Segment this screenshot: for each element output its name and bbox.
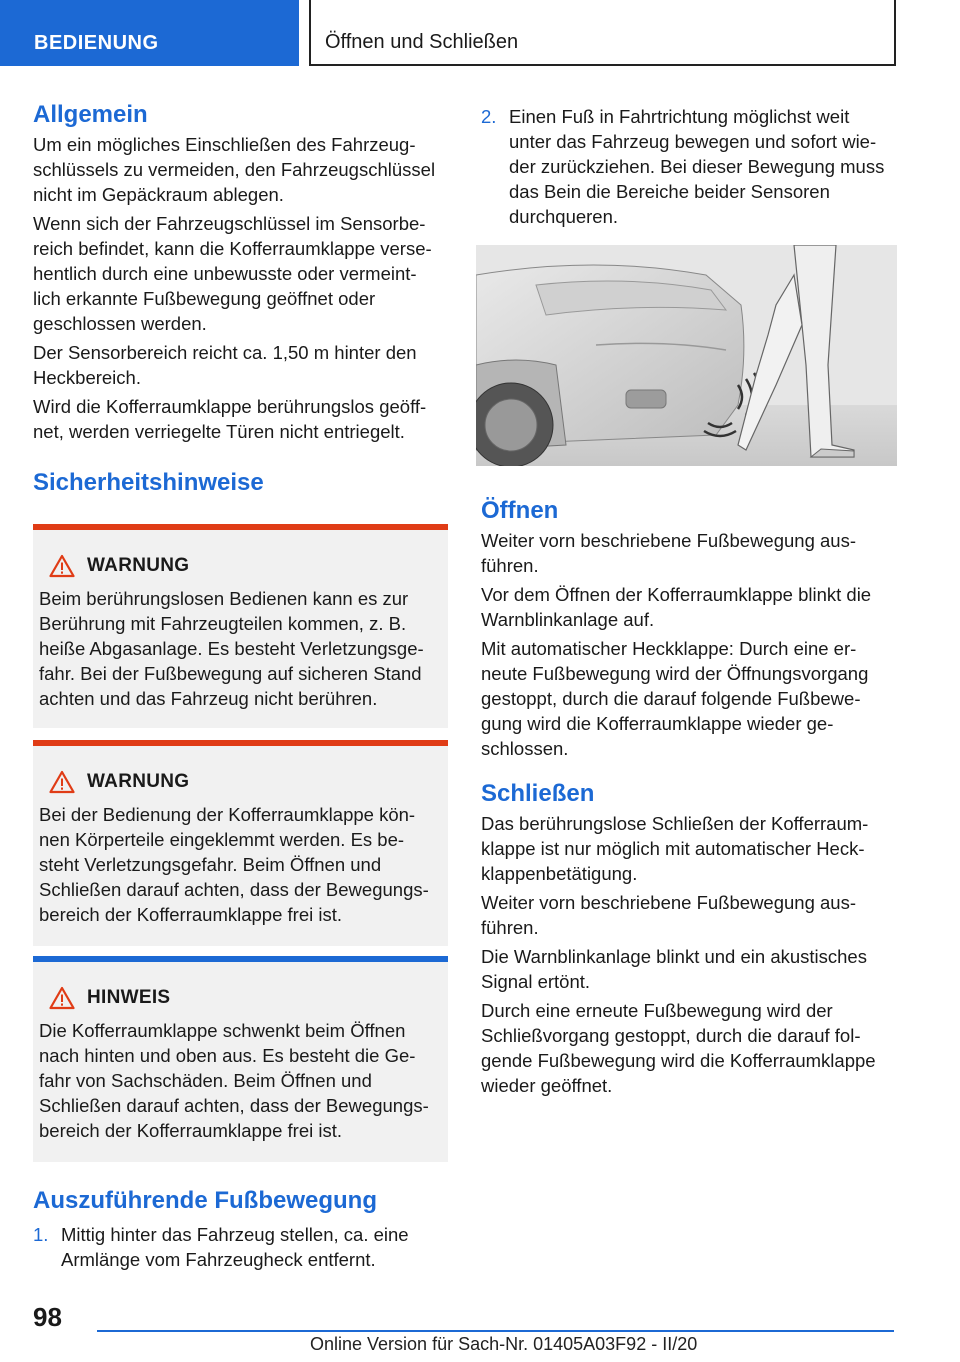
warning-triangle-icon [39,770,85,794]
list-number: 1. [33,1224,49,1245]
left-column [33,100,448,498]
foot-movement-section [33,1186,448,1272]
note-text: Die Kofferraumklappe schwenkt beim Öffnen nach hinten und oben aus. Es besteht die Ge- fahr von Sachschäden. Beim Öffnen und Schließen darauf achten, dass der Bewegungs- bereich der Kofferraumklappe frei ist. [39,1020,429,1141]
list-item [481,104,896,229]
heading-allgemein: Allgemein [33,101,148,128]
paragraph: Durch eine erneute Fußbewegung wird der Schließvorgang gestoppt, durch die darauf fol- gende Fußbewegung wird die Kofferraumklappe wieder geöffnet. [481,1000,876,1096]
note-title: HINWEIS [87,987,171,1008]
paragraph: Mit automatischer Heckklappe: Durch eine er- neute Fußbewegung wird der Öffnungsvorgang gestoppt, durch die darauf folgende Fußbewe- gung wird die Kofferraumklappe wieder ge- schlossen. [481,638,869,759]
right-column-sections [481,496,896,1098]
heading-schliessen: Schließen [481,780,595,807]
warning-text: Beim berührungslosen Bedienen kann es zur Berührung mit Fahrzeugteilen kommen, z. B. heiße Abgasanlage. Es besteht Verletzungsge- fahr. Bei der Fußbewegung auf sicheren Stand achten und das Fahrzeug nicht berühren. [39,588,424,709]
warning-title: WARNUNG [87,771,190,792]
warning-triangle-icon [39,554,85,578]
page-title: Öffnen und Schließen [325,31,519,53]
page-number: 98 [33,1302,62,1332]
warning-box [33,740,448,946]
list-text: Einen Fuß in Fahrtrichtung möglichst weit unter das Fahrzeug bewegen und sofort wie- der zurückziehen. Bei dieser Bewegung muss das Bein die Bereiche beider Sensoren durchqueren. [509,106,885,227]
section-label: BEDIENUNG [0,0,299,66]
footer-divider [97,1330,894,1332]
paragraph: Das berührungslose Schließen der Kofferraum- klappe ist nur möglich mit automatischer Heck- klappenbetätigung. [481,813,869,884]
page-header [0,0,960,66]
car-foot-sensor-illustration [476,245,897,466]
footer-text: Online Version für Sach-Nr. 01405A03F92 - II/20 [310,1334,698,1354]
paragraph: Wenn sich der Fahrzeugschlüssel im Sensorbe- reich befindet, kann die Kofferraumklappe verse- hentlich durch eine unbewusste oder vermeint- lich erkannte Fußbewegung geöffnet oder geschlossen werden. [33,213,432,334]
heading-sicherheitshinweise: Sicherheitshinweise [33,469,264,496]
paragraph: Um ein mögliches Einschließen des Fahrzeug- schlüssels zu vermeiden, den Fahrzeugschlüssel nicht im Gepäckraum ablegen. [33,134,436,205]
paragraph: Der Sensorbereich reicht ca. 1,50 m hinter den Heckbereich. [33,342,417,388]
warning-title: WARNUNG [87,555,190,576]
heading-fussbewegung: Auszuführende Fußbewegung [33,1187,377,1214]
paragraph: Die Warnblinkanlage blinkt und ein akustisches Signal ertönt. [481,946,867,992]
paragraph: Wird die Kofferraumklappe berührungslos geöff- net, werden verriegelte Türen nicht entriegelt. [33,396,427,442]
list-text: Mittig hinter das Fahrzeug stellen, ca. eine Armlänge vom Fahrzeugheck entfernt. [61,1224,409,1270]
paragraph: Vor dem Öffnen der Kofferraumklappe blinkt die Warnblinkanlage auf. [481,584,872,630]
paragraph: Weiter vorn beschriebene Fußbewegung aus- führen. [481,530,857,576]
note-box [33,956,448,1162]
warning-text: Bei der Bedienung der Kofferraumklappe kön- nen Körperteile eingeklemmt werden. Es be- steht Verletzungsgefahr. Beim Öffnen und Schließen darauf achten, dass der Bewegungs- bereich der Kofferraumklappe frei ist. [39,804,429,925]
list-item [33,1222,448,1272]
list-number: 2. [481,106,497,127]
paragraph: Weiter vorn beschriebene Fußbewegung aus- führen. [481,892,857,938]
heading-oeffnen: Öffnen [481,497,559,524]
right-column [481,104,896,229]
warning-triangle-icon [39,986,85,1010]
warning-box [33,524,448,728]
